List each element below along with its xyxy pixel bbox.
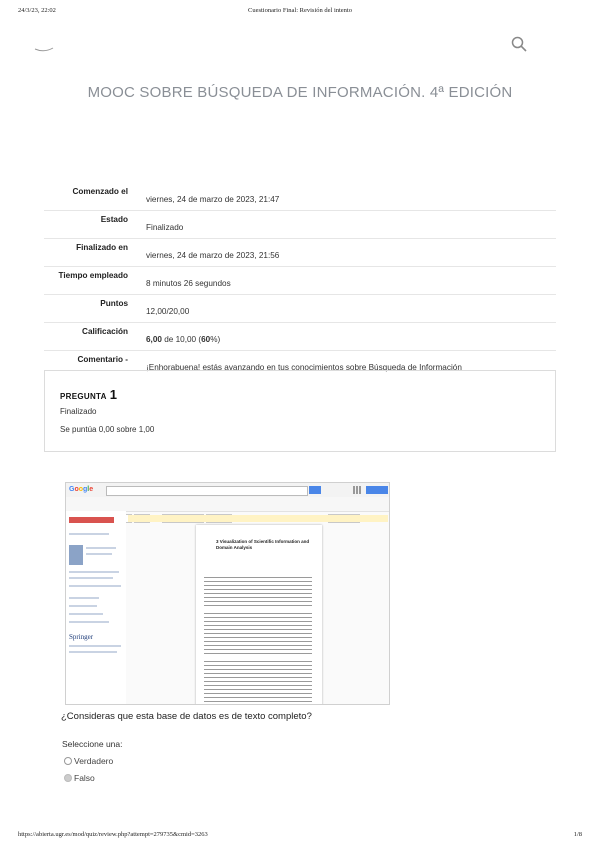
select-label: Seleccione una: [62,739,123,749]
course-title: MOOC SOBRE BÚSQUEDA DE INFORMACIÓN. 4ª EDICIÓN [87,84,513,101]
sidebar-line [69,533,109,535]
apps-grid-icon [353,486,361,494]
sidebar-line [69,605,97,607]
text-line [204,665,312,666]
text-line [204,585,312,586]
summary-label: Finalizado en [76,243,128,252]
sidebar-line [69,571,119,573]
google-books-subbar [66,497,389,512]
option-verdadero[interactable] [64,755,113,766]
question-heading-label: PREGUNTA [60,392,107,401]
sidebar-line [86,547,116,549]
summary-value-grade [136,323,556,351]
summary-label: Estado [100,215,128,224]
google-books-toolbar [66,483,389,498]
question-score: Se puntúa 0,00 sobre 1,00 [60,425,155,434]
google-search-button [309,486,321,494]
text-line [204,693,312,694]
text-line [204,689,312,690]
text-line [204,685,312,686]
logo-icon[interactable] [34,46,54,52]
text-line [204,613,312,614]
text-line [204,677,312,678]
grade-value: 6,00 [146,335,162,344]
radio-button[interactable] [64,757,72,765]
question-info-card [44,370,556,452]
sidebar-line [86,553,112,555]
summary-row-grade [44,323,556,351]
text-line [204,577,312,578]
print-page-number: 1/8 [573,831,582,838]
sign-in-button [366,486,388,494]
summary-row-finished [44,239,556,267]
summary-value: viernes, 24 de marzo de 2023, 21:47 [146,195,280,204]
summary-row-started [44,183,556,211]
grade-percent: 60 [201,335,211,344]
summary-row-state [44,211,556,239]
google-search-bar [106,486,308,496]
option-label: Falso [74,772,95,783]
text-line [204,605,312,606]
text-line [204,653,312,654]
text-line [204,629,312,630]
text-line [204,681,312,682]
summary-value: Finalizado [146,223,184,232]
sidebar-line [69,651,117,653]
summary-label: Comenzado el [72,187,128,196]
print-title: Cuestionario Final: Revisión del intento [248,7,352,14]
question-heading [60,387,117,402]
attempt-summary-table [44,183,556,378]
text-line [204,593,312,594]
text-line [204,701,312,702]
get-book-button [69,517,114,523]
text-line [204,697,312,698]
text-line [204,641,312,642]
summary-row-points [44,295,556,323]
text-line [204,617,312,618]
grade-end: %) [210,335,221,344]
option-falso[interactable] [64,772,95,783]
sidebar-line [69,577,113,579]
summary-value: 12,00/20,00 [146,307,190,316]
text-line [204,597,312,598]
sidebar-line [69,645,121,647]
print-url: https://abierta.ugr.es/mod/quiz/review.php?attempt=279735&cmid=3263 [18,831,208,838]
text-line [204,661,312,662]
summary-row-time [44,267,556,295]
text-line [204,637,312,638]
text-line [204,589,312,590]
text-line [204,645,312,646]
text-line [204,669,312,670]
publisher-logo: Springer [69,633,94,641]
text-line [204,581,312,582]
question-status: Finalizado [60,407,97,416]
book-page [196,525,322,705]
summary-label: Puntos [100,299,128,308]
sidebar-line [69,597,99,599]
summary-label: Tiempo empleado [58,271,128,280]
google-logo: Google [69,486,94,493]
text-line [204,625,312,626]
print-date: 24/3/23, 22:02 [18,7,56,14]
question-image [65,482,390,705]
text-line [204,621,312,622]
summary-value: 8 minutos 26 segundos [146,279,231,288]
question-number: 1 [109,387,118,402]
radio-button-checked[interactable] [64,774,72,782]
text-line [204,601,312,602]
google-books-sidebar [66,511,126,705]
search-icon[interactable] [511,36,527,52]
text-line [204,649,312,650]
summary-value: viernes, 24 de marzo de 2023, 21:56 [146,251,280,260]
grade-scale: de 10,00 ( [161,335,202,344]
text-line [204,673,312,674]
option-label: Verdadero [74,755,114,766]
sidebar-line [69,585,121,587]
book-cover-icon [69,545,83,565]
notice-bar [128,515,388,522]
book-page-title: 3 Visualization of Scientific Information and Domain Analysis [216,539,310,550]
summary-label: Calificación [82,327,128,336]
question-text: ¿Consideras que esta base de datos es de texto completo? [61,711,312,722]
text-line [204,633,312,634]
sidebar-line [69,613,103,615]
summary-label: Comentario - [77,355,128,364]
sidebar-line [69,621,109,623]
summary-value: ¡Enhorabuena! estás avanzando en tus conocimientos sobre Búsqueda de Información [146,363,462,372]
